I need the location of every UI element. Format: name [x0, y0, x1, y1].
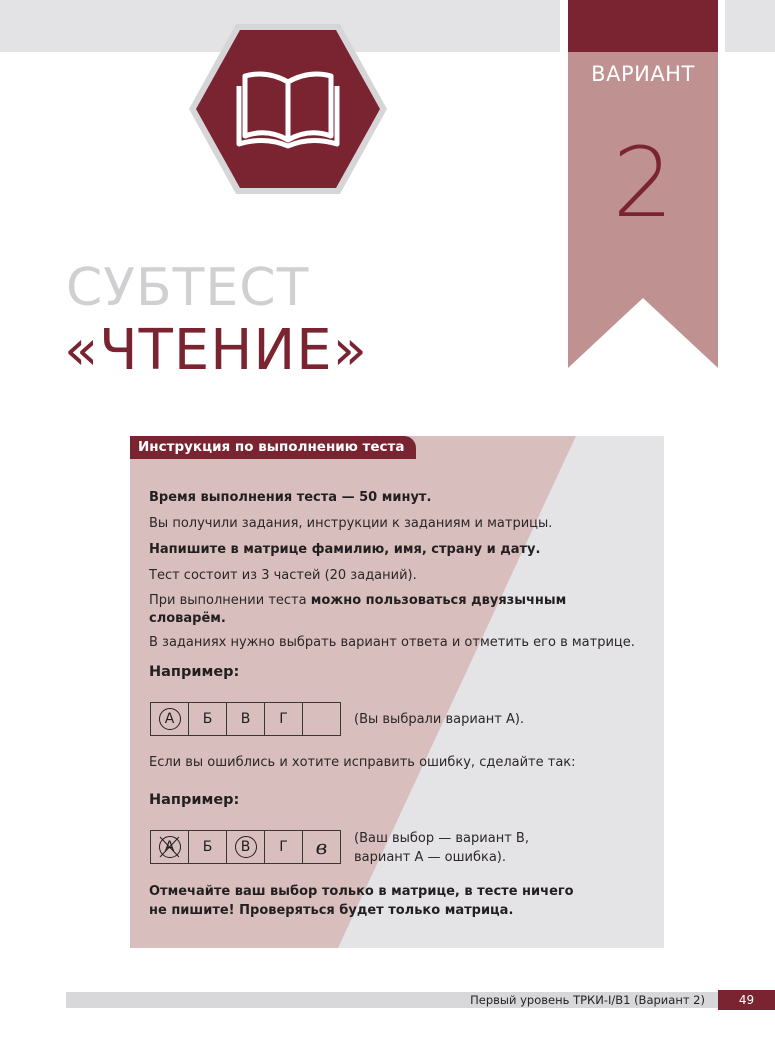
example1-note: (Вы выбрали вариант А). — [354, 712, 525, 727]
example2-label: Например: — [149, 792, 240, 808]
dictionary-prefix: При выполнении теста — [149, 593, 311, 608]
write-name-text: Напишите в матрице фамилию, имя, страну и дату. — [149, 542, 541, 557]
matrix-cell-g: Г — [265, 703, 303, 735]
parts-text: Тест состоит из 3 частей (20 заданий). — [149, 568, 417, 583]
matrix-cell-a-crossed: А — [151, 831, 189, 863]
matrix-cell-handwritten: в — [315, 835, 328, 859]
dictionary-bold: можно пользоваться двуязычным — [310, 593, 567, 608]
received-text: Вы получили задания, инструкции к заданиям и матрицы. — [149, 516, 553, 531]
variant-label: ВАРИАНТ — [591, 62, 695, 86]
matrix-cell-g: Г — [265, 831, 303, 863]
example2-note-2: вариант А — ошибка). — [354, 850, 506, 865]
page-number: 49 — [718, 990, 775, 1010]
matrix-cell-empty — [303, 703, 340, 735]
instruction-heading: Инструкция по выполнению теста — [130, 436, 416, 459]
time-text: Время выполнения теста — 50 минут. — [149, 490, 432, 505]
matrix-cell-b: Б — [189, 831, 227, 863]
choose-text: В заданиях нужно выбрать вариант ответа и отметить его в матрице. — [149, 635, 635, 650]
matrix-cell-v-circled: В — [227, 831, 265, 863]
matrix-cell-a: А — [151, 703, 189, 735]
answer-matrix-example-2 — [150, 830, 341, 864]
matrix-cell-v: В — [227, 703, 265, 735]
instruction-box — [130, 436, 664, 948]
example2-note-1: (Ваш выбор — вариант В, — [354, 831, 529, 846]
top-grey-bar-right — [725, 0, 775, 52]
page-title: «ЧТЕНИЕ» — [64, 318, 368, 383]
footer-text: Первый уровень ТРКИ-I/B1 (Вариант 2) — [470, 993, 705, 1007]
variant-number: 2 — [612, 127, 674, 239]
dictionary-text — [149, 591, 566, 610]
dictionary-text-2: словарём. — [149, 611, 226, 626]
example1-label: Например: — [149, 664, 240, 680]
hexagon-badge — [189, 24, 387, 194]
matrix-cell-b: Б — [189, 703, 227, 735]
mistake-text: Если вы ошиблись и хотите исправить ошибку, сделайте так: — [149, 755, 576, 770]
warning-text-1: Отмечайте ваш выбор только в матрице, в тесте ничего — [149, 884, 574, 899]
answer-matrix-example-1 — [150, 702, 341, 736]
subtitle: СУБТЕСТ — [66, 258, 310, 318]
diagonal-band — [130, 436, 664, 948]
warning-text-2: не пишите! Проверяться будет только матрица. — [149, 903, 514, 918]
